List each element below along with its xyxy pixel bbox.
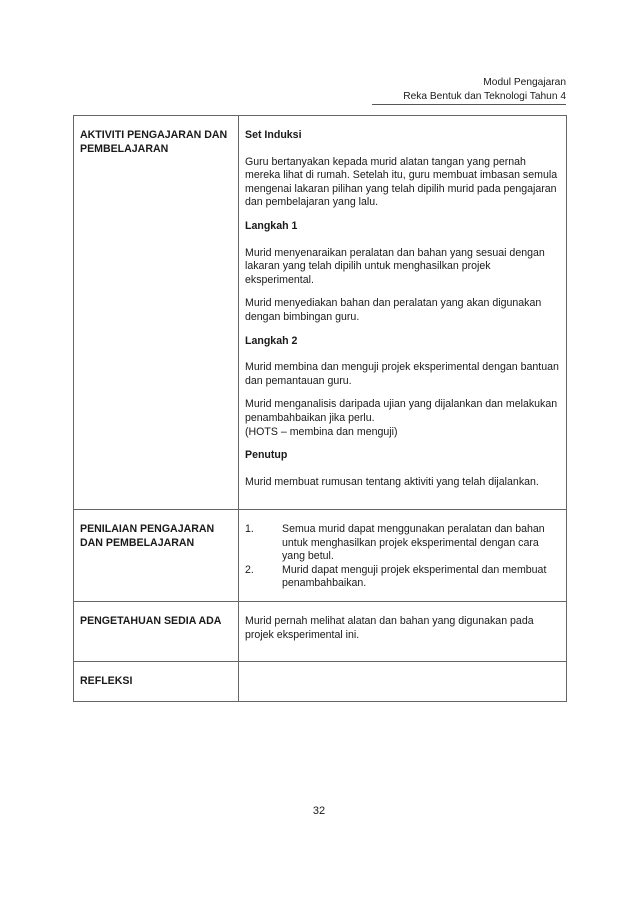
activity-row: [74, 116, 567, 510]
assessment-list: [245, 523, 560, 591]
header-module-title: Modul Pengajaran: [483, 77, 566, 88]
assessment-label: PENILAIAN PENGAJARAN DAN PEMBELAJARAN: [74, 510, 239, 602]
activity-label: AKTIVITI PENGAJARAN DAN PEMBELAJARAN: [74, 116, 239, 510]
list-item-number: 2.: [245, 563, 254, 576]
lesson-plan-table: [73, 115, 567, 702]
assessment-row: [74, 510, 567, 602]
header-subject: Reka Bentuk dan Teknologi Tahun 4: [403, 91, 566, 102]
list-item-number: 1.: [245, 523, 254, 535]
reflection-content: [239, 661, 567, 701]
langkah1-text-2: Murid menyediakan bahan dan peralatan yang akan digunakan dengan bimbingan guru.: [245, 297, 542, 323]
list-item: [245, 523, 560, 564]
langkah1-title: Langkah 1: [245, 219, 298, 232]
prior-knowledge-text: Murid pernah melihat alatan dan bahan yang digunakan pada projek eksperimental ini.: [239, 601, 567, 661]
list-item-text: Semua murid dapat menggunakan peralatan dan bahan untuk menghasilkan projek eksperimental dengan cara yang betul.: [282, 523, 545, 563]
langkah1-text-1: Murid menyenaraikan peralatan dan bahan yang sesuai dengan lakaran yang telah dipilih untuk menghasilkan projek eksperimental.: [245, 246, 545, 286]
reflection-label: REFLEKSI: [74, 661, 239, 701]
assessment-content: [239, 510, 567, 602]
prior-knowledge-label: PENGETAHUAN SEDIA ADA: [74, 601, 239, 661]
page-number: 32: [312, 805, 326, 817]
page-header: [403, 76, 566, 104]
langkah2-text-2: Murid menganalisis daripada ujian yang dijalankan dan melakukan penambahbaikan jika perlu.: [245, 398, 558, 424]
penutup-title: Penutup: [245, 449, 288, 462]
langkah2-text-1: Murid membina dan menguji projek eksperimental dengan bantuan dan pemantauan guru.: [245, 361, 559, 387]
penutup-text: Murid membuat rumusan tentang aktiviti yang telah dijalankan.: [245, 475, 539, 488]
list-item: [245, 564, 560, 591]
prior-knowledge-row: [74, 601, 567, 661]
activity-content: [239, 116, 567, 510]
set-induksi-title: Set Induksi: [245, 129, 302, 141]
langkah2-hots-note: (HOTS – membina dan menguji): [245, 425, 398, 438]
header-rule: [372, 104, 566, 105]
list-item-text: Murid dapat menguji projek eksperimental dan membuat penambahbaikan.: [282, 563, 547, 590]
reflection-row: [74, 661, 567, 701]
set-induksi-text: Guru bertanyakan kepada murid alatan tangan yang pernah mereka lihat di rumah. Setelah itu, guru membuat imbasan semula mengenai lakaran pilihan yang telah dipilih murid pada pengajaran dan pembelajaran yang lalu.: [245, 155, 558, 209]
langkah2-title: Langkah 2: [245, 334, 298, 347]
